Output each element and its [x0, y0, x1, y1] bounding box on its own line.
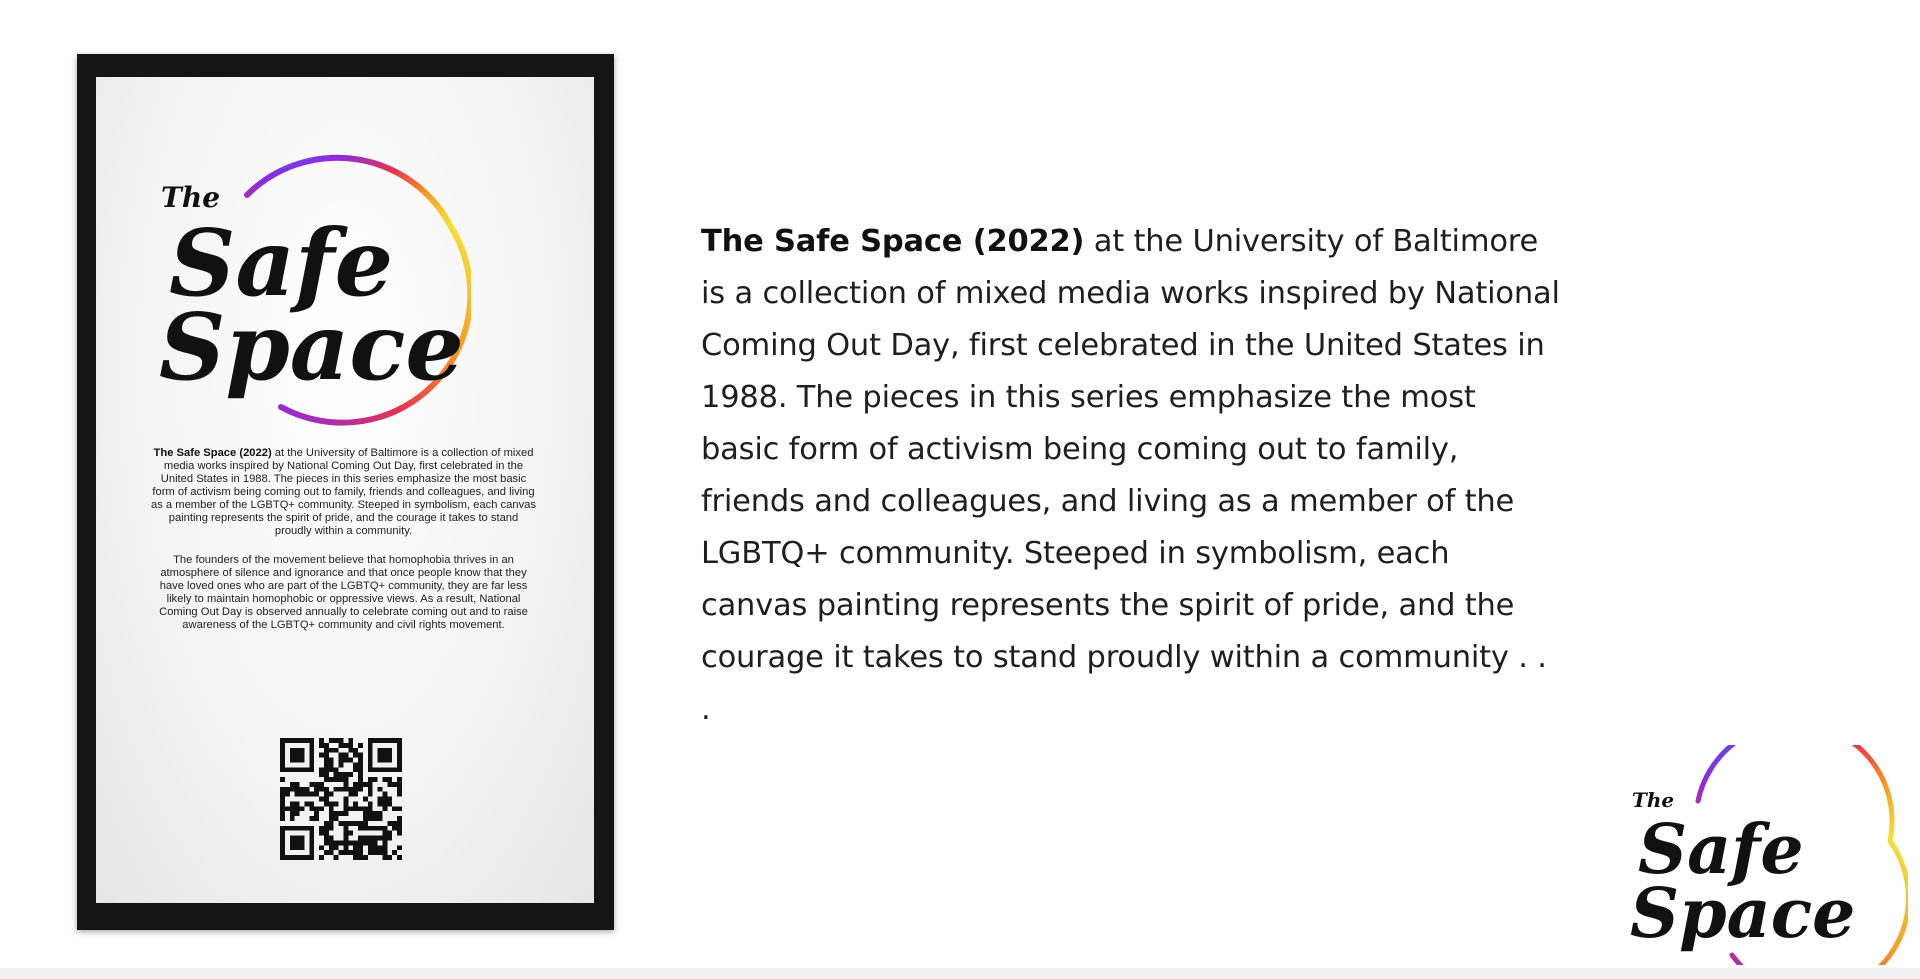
description	[701, 216, 1561, 736]
corner-safe-space-logo	[1628, 745, 1908, 965]
poster-frame	[77, 54, 614, 930]
logo-word-safe: Safe	[169, 209, 394, 317]
poster-paragraph-1-title: The Safe Space (2022)	[153, 447, 272, 459]
poster-sheet	[96, 77, 594, 903]
safe-space-logo	[151, 117, 471, 437]
corner-logo-word-safe: Safe	[1638, 810, 1804, 890]
poster-paragraph-1	[151, 447, 536, 538]
poster-text	[151, 447, 536, 648]
description-title: The Safe Space (2022)	[701, 224, 1085, 259]
poster-paragraph-2: The founders of the movement believe that homophobia thrives in an atmosphere of silence and ignorance and that once people know that they have loved ones who are part of the LGBTQ+ community, they are far less likely to maintain homophobic or oppressive views. As a result, National Coming Out Day is observed annually to celebrate coming out and to raise awareness of the LGBTQ+ community and civil rights movement.	[159, 554, 528, 631]
corner-logo-word-space: Space	[1630, 874, 1856, 954]
logo-word-space: Space	[159, 293, 464, 401]
poster-paragraph-1-body: at the University of Baltimore is a collection of mixed media works inspired by National Coming Out Day, first celebrated in the United States in 1988. The pieces in this series emphasize the most basic form of activism being coming out to family, friends and colleagues, and living as a member of the LGBTQ+ community. Steeped in symbolism, each canvas painting represents the spirit of pride, and the courage it takes to stand proudly within a community.	[151, 447, 536, 537]
description-body: at the University of Baltimore is a collection of mixed media works inspired by National Coming Out Day, first celebrated in the United States in 1988. The pieces in this series emphasize the most basic form of activism being coming out to family, friends and colleagues, and living as a member of the LGBTQ+ community. Steeped in symbolism, each canvas painting represents the spirit of pride, and the courage it takes to stand proudly within a community . . .	[701, 224, 1560, 727]
bottom-bar	[0, 968, 1920, 979]
corner-logo-word-the: The	[1632, 788, 1675, 812]
qr-code	[280, 738, 402, 860]
logo-word-the: The	[161, 181, 221, 214]
